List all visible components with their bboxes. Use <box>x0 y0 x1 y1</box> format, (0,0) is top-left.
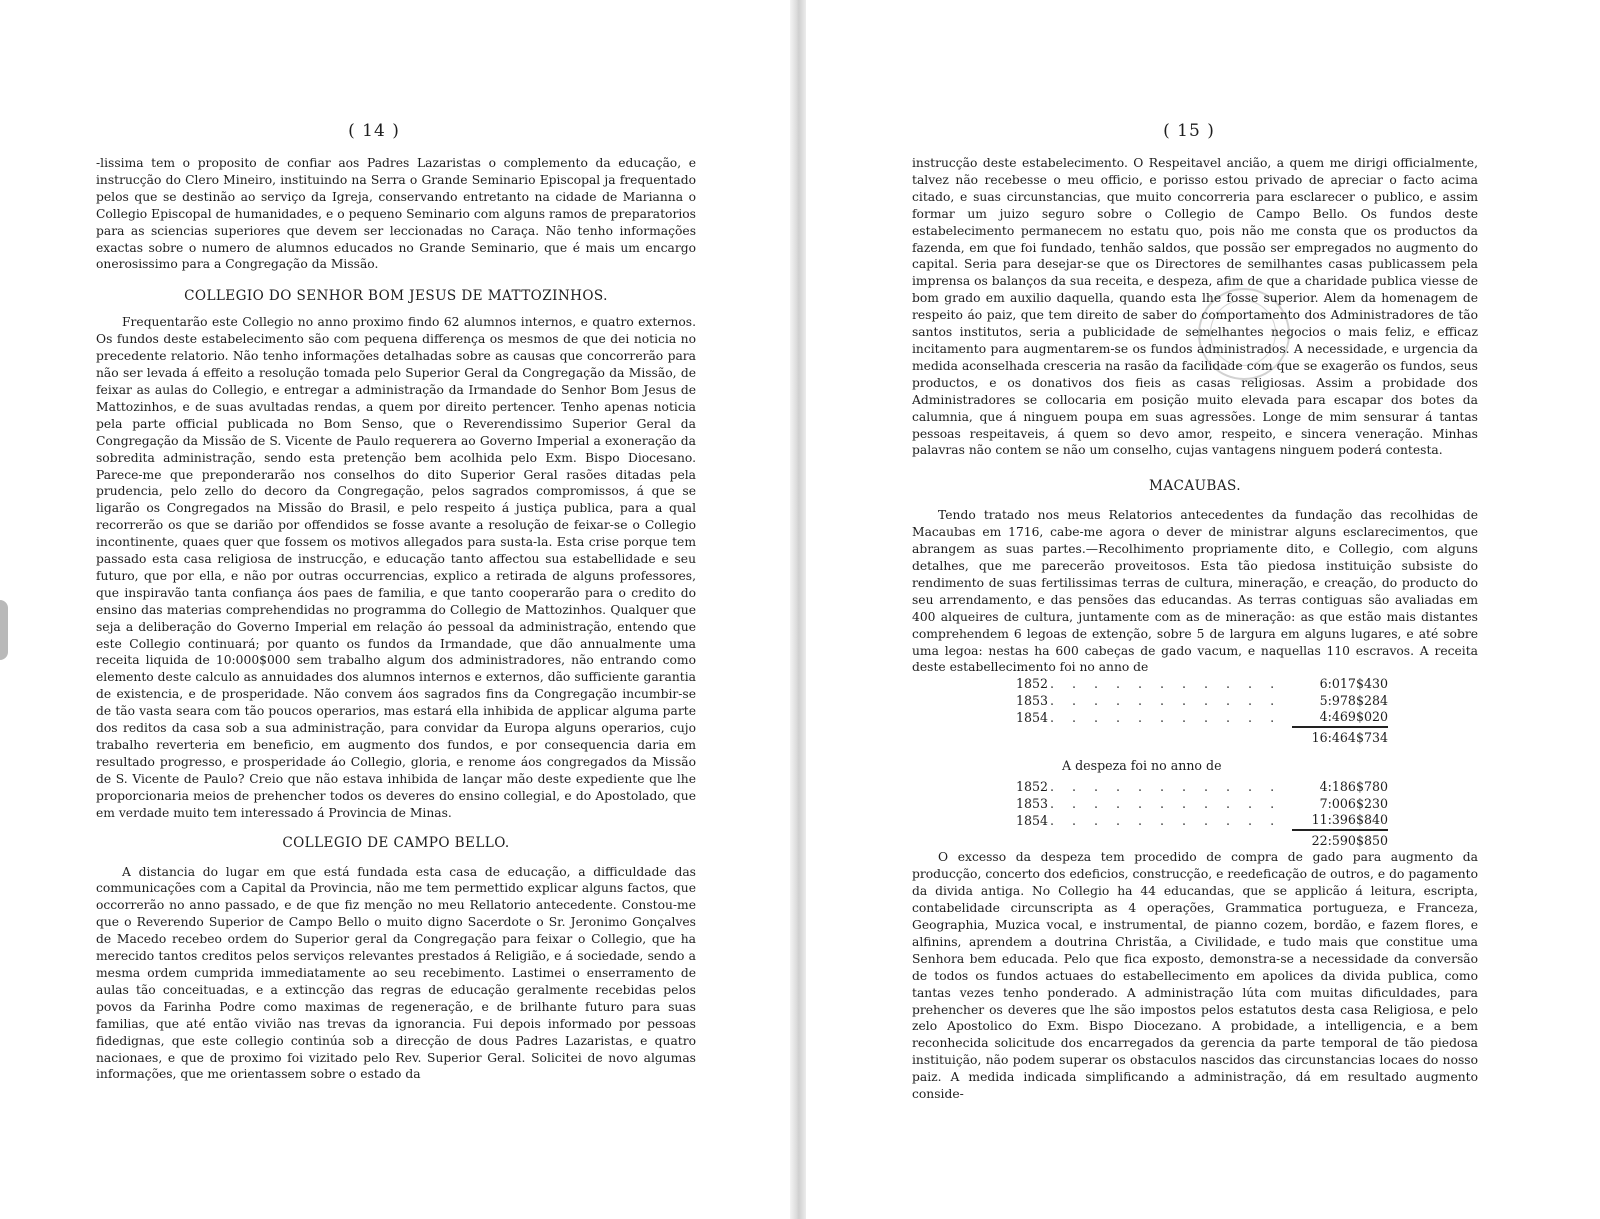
ledger-title: A despeza foi no anno de <box>1062 758 1222 774</box>
book-gutter <box>790 0 806 1219</box>
left-page-text <box>96 155 696 1083</box>
leader-dots: . . . . . . . . . . . <box>1050 709 1282 725</box>
paragraph: O excesso da despeza tem procedido de compra de gado para augmento da producção, concerto dos edeficios, construcção, e reedeficação de outros, e do pagamento da divida antiga. No Collegio ha 44 educandas, que se applicão á leitura, escripta, contabelidade circunscripta as 4 operações, Grammatica portugueza, e Franceza, Geographia, Muzica vocal, e instrumental, de pianno cozem, bordão, e fazem flores, e alfinins, aprendem a doutrina Christãa, a Civilidade, e tudo mais que constitue uma Senhora bem educada. Pelo que fica exposto, demonstra-se a necessidade da conversão de todos os fundos actuaes do estabellecimento em apolices da divida publica, como tantas vezes tenho ponderado. A administração lúta com muitas dificuldades, para prehencher os deveres que lhe são impostos pelos estatutos desta casa Religiosa, e pelo zelo Apostolico do Exm. Bispo Diocezano. A probidade, a intelligencia, e a bem reconhecida solicitude dos encarregados da gerencia da parte temporal de tão piedosa instituição, não podem superar os obstaculos nascidos das circunstancias locaes do nosso paiz. A medida indicada simplificando a administração, dá em resultado augmento conside- <box>912 850 1478 1102</box>
paragraph: instrucção deste estabelecimento. O Respeitavel ancião, a quem me dirigi officialmente, talvez não recebesse o meu officio, e porisso estou privado de apreciar o facto acima citado, e suas circunstancias, que muito concorreria para esclarecer o publico, e assim formar um juizo seguro sobre o Collegio de Campo Bello. Os fundos deste estabelecimento permanecem no estatu quo, pois não me consta que os productos da fazenda, em que foi fundado, tenhão saldos, que possão ser empregados no augmento do capital. Seria para desejar-se que os Directores de semilhantes casas publicassem pela imprensa os balanços da sua receita, e despeza, afim de que a charidade publica viesse de bom grado em auxilio daquella, quando esta lhe fosse superior. Alem da homenagem de respeito áo paiz, que tem direito de saber do comportamento dos Administradores de tão santos institutos, seria a publicidade de semelhantes negocios o mais feliz, e efficaz incitamento para augmentarem-se os fundos administrados. A necessidade, e urgencia da medida aconselhada cresceria na rasão da facilidade com que se exagerão os fundos, seus productos, e os donativos dos fieis as casas religiosas. Assim a probidade dos Administradores se collocaria em posição muito elevada para escapar dos botes da calumnia, que á ninguem poupa em suas agressões. Longe de mim sensurar á tantas pessoas respeitaveis, á quem so devo amor, respeito, e sincera veneração. Minhas palavras não contem se não um conselho, cujas vantagens ninguem poderá contesta. <box>912 156 1478 458</box>
paragraph: Tendo tratado nos meus Relatorios antecedentes da fundação das recolhidas de Macaubas em 1716, cabe-me agora o dever de ministrar alguns esclarecimentos, que abrangem as suas partes.—Recolhimento propriamente dito, e Collegio, com alguns detalhes, que me parecerão proveitosos. Esta tão piedosa instituição subsiste do rendimento de suas fertilissimas terras de cultura, mineração, e creação, do producto do seu arrendamento, e das pensões das educandas. As terras contiguas são avaliadas em 400 alqueires de cultura, juntamente com as de mineração: as que estão mais distantes comprehendem 6 legoas de extenção, sobre 5 de largura em alguns lugares, e até sobre uma legoa: nestas ha 600 cabeças de gado vacum, e naquellas 110 escravos. A receita deste estabellecimento foi no anno de <box>912 508 1478 675</box>
leader-dots: . . . . . . . . . . . <box>1050 812 1282 828</box>
leader-dots: . . . . . . . . . . . <box>1050 795 1282 811</box>
table-row <box>1016 796 1388 813</box>
page-number: ( 15 ) <box>1163 121 1215 141</box>
amount-cell: 4:186$780 <box>1319 779 1388 795</box>
paragraph: Frequentarão este Collegio no anno proximo findo 62 alumnos internos, e quatro externos. Os fundos deste estabelecimento são com pequena differença os mesmos de que dei noticia no precedente relatorio. Não tenho informações detalhadas sobre as causas que concorrerão para não ser levada á effeito a resolução tomada pelo Superior Geral da Congregação da Missão, de feixar as aulas do Collegio, e entregar a administração da Irmandade do Senhor Bom Jesus de Mattozinhos, e de suas avultadas rendas, a quem por direito pertencer. Tenho apenas noticia pela parte official publicada no Bom Senso, que o Reverendissimo Superior Geral da Congregação da Missão de S. Vicente de Paulo requerera ao Governo Imperial a exoneração da sobredita administração, sendo esta pretenção bem acolhida pelo Exm. Bispo Diocesano. Parece-me que preponderarão nos conselhos do dito Superior Geral rasões ditadas pela prudencia, pelo zello do decoro da Congregação, pelos sagrados compromissos, á que se ligarão os Congregados na Missão do Brasil, e pelo respeito á justiça publica, para a qual recorrerão os que se darião por offendidos se fosse avante a resolução de feixar-se o Collegio incontinente, quaes quer que fossem os motivos allegados para susta-la. Esta crise porque tem passado esta casa religiosa de instrucção, e educação tanto affectou sua estabellidade e seu futuro, que por ella, e não por outras occurrencias, explico a retirada de alguns professores, que inspiravão tanta confiança áos paes de familia, e que tanto cooperarão para o credito do ensino das materias comprehendidas no programma do Collegio de Mattozinhos. Qualquer que seja a deliberação do Governo Imperial em relação áo pessoal da administração, entendo que este Collegio continuará; por quanto os fundos da Irmandade, que dão annualmente uma receita liquida de 10:000$000 sem trabalho algum dos administradores, não entrando como elemento deste calculo as annuidades dos alumnos internos e externos, dão sufficiente garantia de existencia, e de prosperidade. Não convem áos sagrados fins da Congregação incumbir-se de tão vasta seara com tão poucos operarios, mas estará ella inhibida de applicar alguma parte dos reditos da casa sob a sua administração, para convidar da Europa alguns operarios, cujo trabalho reverteria em beneficio, em augmento dos fundos, e por consequencia daria em resultado progresso, e prosperidade áo Collegio, gloria, e renome áos congregados da Missão de S. Vicente de Paulo? Creio que não estava inhibida de lançar mão deste expediente que lhe proporcionaria meios de prehencher todos os deveres do ensino collegial, e do Apostolado, que em verdade muito tem interessado á Provincia de Minas. <box>96 315 696 820</box>
year-cell: 1853 <box>1016 795 1049 811</box>
table-row <box>1016 676 1388 693</box>
total-row <box>1016 830 1388 850</box>
page-number: ( 14 ) <box>348 121 400 141</box>
year-cell: 1854 <box>1016 709 1049 725</box>
section-heading: COLLEGIO DE CAMPO BELLO. <box>282 834 510 851</box>
paragraph: A distancia do lugar em que está fundada esta casa de educação, a difficuldade das communicações com a Capital da Provincia, não me tem permettido explicar alguns factos, que occorrerão no anno passado, e de que fiz menção no meu Rellatorio antecedente. Constou-me que o Reverendo Superior de Campo Bello o muito digno Sacerdote o Sr. Jeronimo Gonçalves de Macedo recebeo ordem do Superior geral da Congregação para feixar o Collegio, que ha merecido tantos creditos pelos serviços relevantes prestados á Religião, e á sociedade, sendo a mesma ordem cumprida immediatamente ao seu recebimento. Lastimei o enserramento de aulas tão conceituadas, e a extincção das regras de educação geralmente recebidas pelos povos da Farinha Podre como maximas de regeneração, e de brilhante futuro para suas familias, que até então vivião nas trevas da ignorancia. Fui depois informado por pessoas fidedignas, que este collegio continúa sob a direcção de dous Padres Lazaristas, e quatro nacionaes, e que de proximo foi vizitado pelo Rev. Superior Geral. Solicitei de novo algumas informações, que me orientassem sobre o estado da <box>96 864 696 1082</box>
paragraph: -lissima tem o proposito de confiar aos Padres Lazaristas o complemento da educação, e instrucção do Clero Mineiro, instituindo na Serra o Grande Seminario Episcopal ja frequentado pelos que se destinão ao serviço da Igreja, conservando entretanto na cidade de Marianna o Collegio Episcopal de humanidades, e o pequeno Seminario com alguns ramos de preparatorios para as sciencias superiores que devem ser leccionadas no Caraça. Não tenho informações exactas sobre o numero de alumnos educados no Grande Seminario, que é mais um encargo onerosissimo para a Congregação da Missão. <box>96 156 696 272</box>
total-row <box>1016 727 1388 747</box>
leader-dots: . . . . . . . . . . . <box>1050 676 1282 692</box>
total-amount: 16:464$734 <box>1292 727 1388 747</box>
amount-cell: 11:396$840 <box>1311 812 1388 828</box>
year-cell: 1853 <box>1016 692 1049 708</box>
section-heading: MACAUBAS. <box>1149 478 1241 495</box>
amount-cell: 7:006$230 <box>1319 795 1388 811</box>
leader-dots: . . . . . . . . . . . <box>1050 779 1282 795</box>
year-cell: 1852 <box>1016 676 1049 692</box>
year-cell: 1852 <box>1016 779 1049 795</box>
page-edge-mark <box>0 600 8 660</box>
receita-table <box>1016 676 1388 746</box>
section-heading: COLLEGIO DO SENHOR BOM JESUS DE MATTOZINHOS. <box>184 288 608 305</box>
right-page-text <box>912 155 1478 1103</box>
left-page <box>96 0 696 1219</box>
year-cell: 1854 <box>1016 812 1049 828</box>
amount-cell: 4:469$020 <box>1319 709 1388 725</box>
table-row <box>1016 812 1388 830</box>
leader-dots: . . . . . . . . . . . <box>1050 692 1282 708</box>
table-row <box>1016 693 1388 710</box>
table-row <box>1016 709 1388 727</box>
amount-cell: 6:017$430 <box>1319 676 1388 692</box>
total-amount: 22:590$850 <box>1292 830 1388 850</box>
despeza-table <box>1016 779 1388 849</box>
right-page <box>912 0 1478 1219</box>
amount-cell: 5:978$284 <box>1319 692 1388 708</box>
table-row <box>1016 779 1388 796</box>
